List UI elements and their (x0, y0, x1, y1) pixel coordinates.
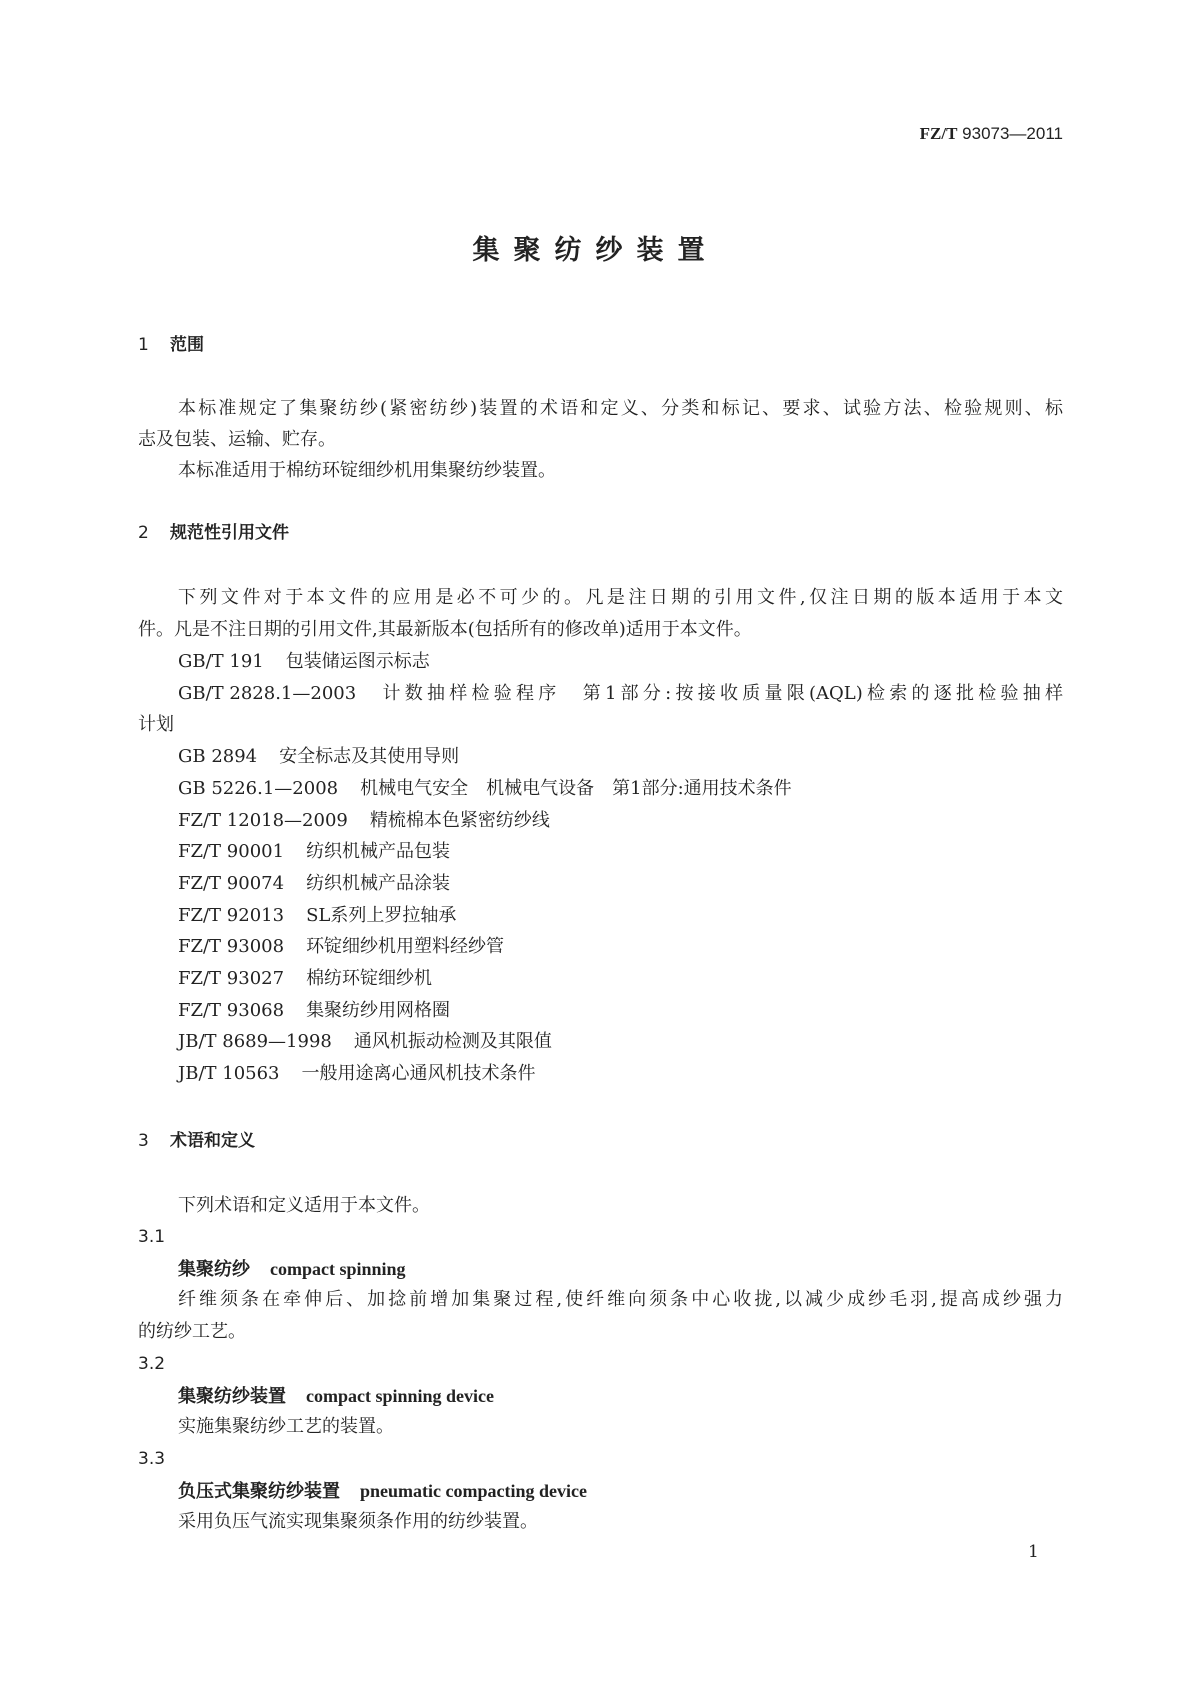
reference-title: 一般用途离心通风机技术条件 (301, 1063, 536, 1085)
reference-code: FZ/T 93027 (178, 968, 285, 989)
reference-item (178, 995, 1063, 1027)
term-en: compact spinning (270, 1259, 406, 1279)
reference-code: FZ/T 90001 (178, 841, 285, 863)
section-heading-2 (138, 517, 1063, 549)
page-number: 1 (1028, 1542, 1039, 1562)
paragraph-line: 下列文件对于本文件的应用是必不可少的。凡是注日期的引用文件,仅注日期的版本适用于本文 (178, 587, 1063, 608)
definition-line: 采用负压气流实现集聚须条作用的纺纱装置。 (178, 1511, 538, 1532)
standard-prefix: FZ/T (919, 124, 958, 143)
standard-number (920, 124, 1063, 144)
reference-title: SL系列上罗拉轴承 (306, 904, 457, 926)
reference-item (178, 1026, 1063, 1058)
reference-code: GB/T 191 (178, 651, 264, 672)
reference-title: 棉纺环锭细纱机 (306, 968, 433, 989)
reference-code: FZ/T 90074 (178, 872, 285, 894)
term-heading (178, 1475, 1063, 1507)
reference-item (178, 741, 1063, 773)
reference-code: GB 2894 (178, 746, 258, 768)
section-number: 1 (138, 335, 149, 355)
term-zh: 集聚纺纱 (178, 1259, 250, 1280)
section-title: 规范性引用文件 (170, 523, 289, 543)
term-zh: 集聚纺纱装置 (178, 1386, 286, 1407)
reference-item (178, 963, 1063, 995)
term-en: pneumatic compacting device (360, 1481, 587, 1501)
paragraph-line: 本标准适用于棉纺环锭细纱机用集聚纺纱装置。 (178, 460, 556, 481)
reference-title-continued: 计划 (138, 714, 174, 736)
reference-title: 环锭细纱机用塑料经纱管 (306, 936, 505, 958)
definition-line: 纤维须条在牵伸后、加捻前增加集聚过程,使纤维向须条中心收拢,以减少成纱毛羽,提高成纱强力 (178, 1289, 1063, 1310)
definition-line: 实施集聚纺纱工艺的装置。 (178, 1416, 394, 1437)
section-heading-1 (138, 329, 1063, 361)
reference-code: FZ/T 12018—2009 (178, 809, 348, 831)
reference-item (178, 836, 1063, 868)
document-title: 集聚纺纱装置 (472, 235, 719, 266)
reference-title: 包装储运图示标志 (285, 651, 430, 672)
definition-line: 的纺纱工艺。 (138, 1321, 246, 1342)
term-zh: 负压式集聚纺纱装置 (178, 1481, 340, 1502)
paragraph-line: 志及包装、运输、贮存。 (138, 429, 336, 450)
paragraph-line: 下列术语和定义适用于本文件。 (178, 1195, 430, 1216)
term-heading (178, 1253, 1063, 1285)
reference-code: GB 5226.1—2008 (178, 777, 339, 799)
section-heading-3 (138, 1125, 1063, 1157)
reference-title: 机械电气安全 机械电气设备 第1部分:通用技术条件 (360, 777, 792, 799)
reference-item (178, 646, 1063, 678)
reference-item (178, 805, 1063, 837)
reference-title: 纺织机械产品涂装 (306, 872, 451, 894)
paragraph-line: 本标准规定了集聚纺纱(紧密纺纱)装置的术语和定义、分类和标记、要求、试验方法、检验规则、标 (178, 398, 1063, 419)
term-heading (178, 1380, 1063, 1412)
reference-code: JB/T 10563 (178, 1063, 280, 1085)
reference-code: FZ/T 92013 (178, 904, 285, 926)
term-number: 3.1 (138, 1227, 166, 1247)
section-number: 3 (138, 1131, 149, 1151)
reference-title: 安全标志及其使用导则 (279, 746, 460, 768)
reference-title: 计数抽样检验程序 第1部分:按接收质量限(AQL)检索的逐批检验抽样 (378, 682, 1063, 704)
reference-item (178, 678, 1063, 710)
reference-title: 通风机振动检测及其限值 (353, 1031, 552, 1053)
reference-item (178, 868, 1063, 900)
reference-code: FZ/T 93008 (178, 936, 285, 958)
term-number: 3.2 (138, 1354, 166, 1374)
reference-title: 精梳棉本色紧密纺纱线 (369, 809, 550, 831)
paragraph-line: 件。凡是不注日期的引用文件,其最新版本(包括所有的修改单)适用于本文件。 (138, 619, 752, 640)
reference-code: JB/T 8689—1998 (178, 1031, 332, 1053)
reference-item (178, 900, 1063, 932)
reference-code: GB/T 2828.1—2003 (178, 682, 357, 704)
reference-item (178, 773, 1063, 805)
section-number: 2 (138, 523, 149, 543)
reference-code: FZ/T 93068 (178, 999, 285, 1021)
reference-title: 集聚纺纱用网格圈 (306, 999, 451, 1021)
reference-item (178, 931, 1063, 963)
reference-title: 纺织机械产品包装 (306, 841, 451, 863)
term-en: compact spinning device (306, 1386, 495, 1406)
section-title: 术语和定义 (170, 1131, 255, 1151)
section-title: 范围 (170, 335, 204, 355)
reference-item (178, 1058, 1063, 1090)
standard-code: 93073—2011 (962, 124, 1063, 143)
term-number: 3.3 (138, 1449, 166, 1469)
